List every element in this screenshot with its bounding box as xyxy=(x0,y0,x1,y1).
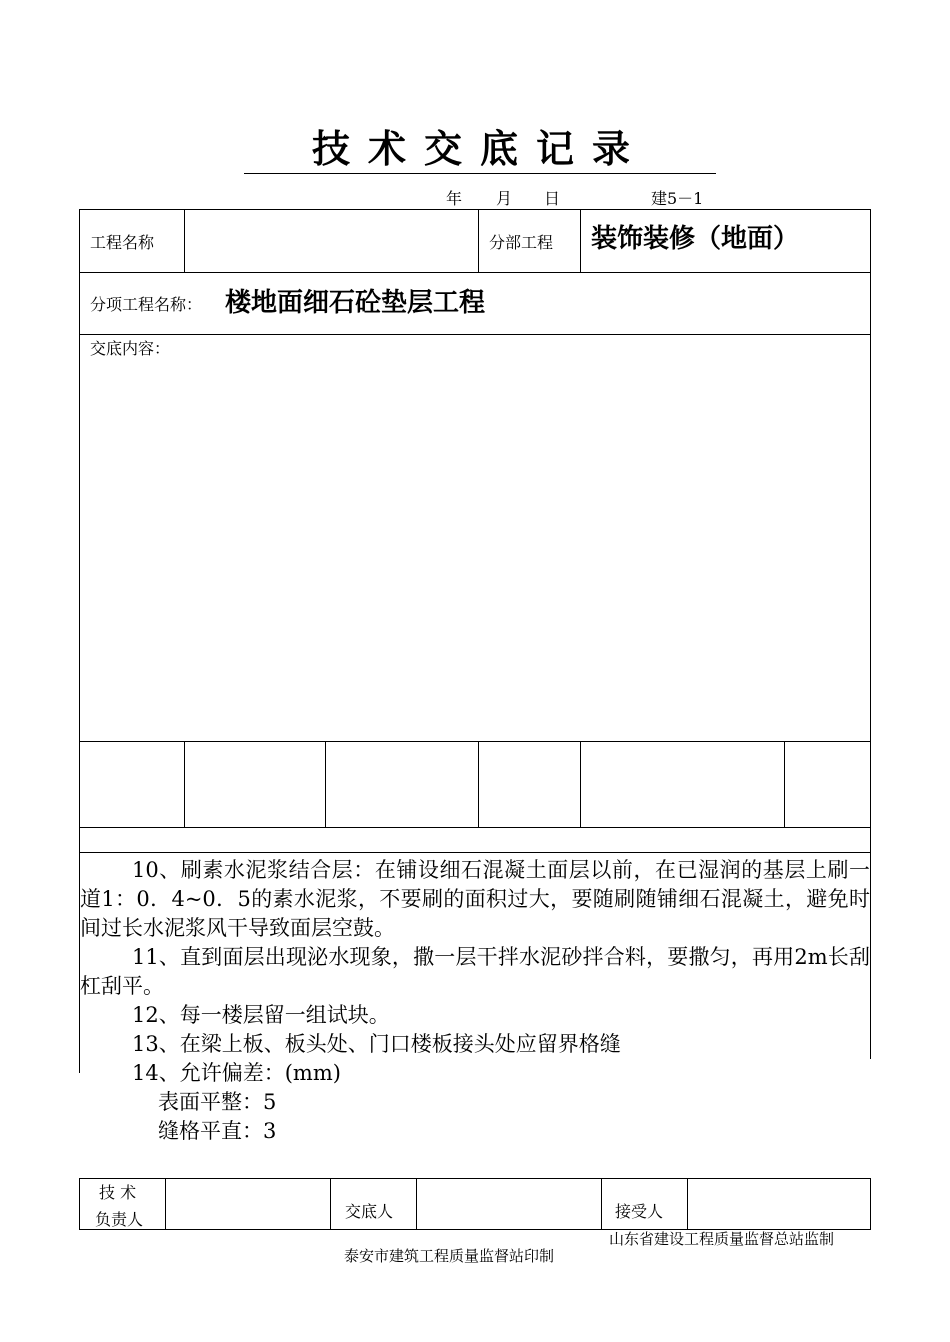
footer-supervisor: 山东省建设工程质量监督总站监制 xyxy=(609,1230,835,1248)
table-row-divider xyxy=(79,334,871,335)
content-paragraph: 11、直到面层出现泌水现象，撒一层干拌水泥砂拌合料，要撒匀，再用2m长刮杠刮平。 xyxy=(80,945,870,998)
signature-border-left xyxy=(79,1178,80,1229)
content-paragraph: 13、在梁上板、板头处、门口楼板接头处应留界格缝 xyxy=(132,1032,621,1056)
signature-col-divider xyxy=(416,1178,417,1229)
table-col-divider xyxy=(478,741,479,827)
table-row-divider xyxy=(79,741,871,742)
table-col-divider xyxy=(580,209,581,272)
footer-printer: 泰安市建筑工程质量监督站印制 xyxy=(344,1247,555,1265)
table-col-divider xyxy=(580,741,581,827)
receiver-label: 接受人 xyxy=(615,1202,664,1221)
content-paragraph: 14、允许偏差：(mm) xyxy=(132,1061,341,1085)
signature-col-divider xyxy=(687,1178,688,1229)
content-sub-item: 表面平整：5 xyxy=(158,1090,277,1114)
signature-col-divider xyxy=(330,1178,331,1229)
signature-border-top xyxy=(79,1178,871,1179)
signature-col-divider xyxy=(601,1178,602,1229)
page-title: 技术交底记录 xyxy=(311,127,648,171)
project-name-label: 工程名称 xyxy=(90,233,155,252)
division-value: 装饰装修（地面） xyxy=(591,224,800,254)
table-col-divider xyxy=(784,741,785,827)
table-row-divider xyxy=(79,827,871,828)
form-code: 建5－1 xyxy=(651,189,704,208)
content-body xyxy=(80,856,870,1146)
table-border-top xyxy=(79,209,871,210)
table-col-divider xyxy=(325,741,326,827)
table-col-divider xyxy=(478,209,479,272)
table-col-divider xyxy=(184,741,185,827)
content-paragraph: 10、刷素水泥浆结合层：在铺设细石混凝土面层以前，在已湿润的基层上刷一道1：0．4~0．5的素水泥浆，不要刷的面积过大，要随刷随铺细石混凝土，避免时间过长水泥浆风干导致面层空鼓。 xyxy=(80,858,870,940)
content-paragraph: 12、每一楼层留一组试块。 xyxy=(132,1003,390,1027)
date-day-label: 日 xyxy=(544,189,561,208)
discloser-label: 交底人 xyxy=(345,1202,394,1221)
subitem-value: 楼地面细石砼垫层工程 xyxy=(225,288,486,318)
signature-col-divider xyxy=(165,1178,166,1229)
table-row-divider xyxy=(79,272,871,273)
division-label: 分部工程 xyxy=(489,233,554,252)
tech-lead-label-line2: 负责人 xyxy=(95,1210,144,1229)
title-underline xyxy=(244,173,716,174)
table-border-right xyxy=(870,209,871,1059)
content-label: 交底内容： xyxy=(90,339,171,358)
date-year-label: 年 xyxy=(446,189,463,208)
content-sub-item: 缝格平直：3 xyxy=(158,1119,277,1143)
subitem-label: 分项工程名称： xyxy=(90,295,203,314)
tech-lead-label-line1: 技 术 xyxy=(99,1183,137,1202)
table-col-divider xyxy=(184,209,185,272)
date-month-label: 月 xyxy=(496,189,513,208)
table-row-divider xyxy=(79,852,871,853)
signature-border-right xyxy=(870,1178,871,1229)
